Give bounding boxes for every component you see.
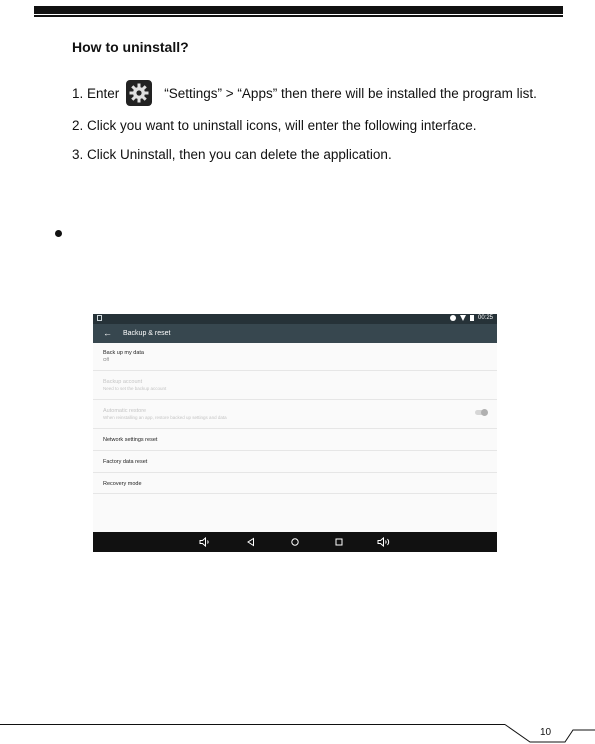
volume-up-icon[interactable]	[377, 537, 391, 547]
dnd-icon	[450, 315, 456, 321]
step-1-text: “Settings” > “Apps” then there will be installed the program list.	[164, 85, 537, 101]
settings-list	[93, 343, 497, 494]
tablet-screenshot	[93, 314, 497, 552]
page-number: 10	[540, 727, 552, 738]
step-1	[72, 80, 537, 106]
list-item-backup-account	[93, 371, 497, 400]
header-bar	[34, 6, 563, 14]
status-time: 00:25	[477, 315, 493, 321]
list-item-title: Backup account	[103, 379, 143, 385]
list-item-network-settings-reset[interactable]	[93, 429, 497, 451]
list-item-recovery-mode[interactable]	[93, 473, 497, 494]
list-item-title: Network settings reset	[103, 437, 158, 443]
list-item-title: Back up my data	[103, 350, 144, 356]
notification-icon	[97, 315, 102, 321]
status-icons	[450, 315, 493, 321]
battery-icon	[470, 315, 474, 321]
home-circle-icon[interactable]	[290, 537, 300, 547]
recents-square-icon[interactable]	[334, 537, 344, 547]
back-triangle-icon[interactable]	[246, 537, 256, 547]
section-heading: How to uninstall?	[72, 39, 189, 55]
list-item-subtitle: When reinstalling an app, restore backed up settings and data	[103, 415, 227, 420]
bullet-point	[55, 230, 62, 237]
step-2: 2. Click you want to uninstall icons, will enter the following interface.	[72, 118, 477, 133]
wifi-icon	[460, 315, 466, 321]
app-bar-title: Backup & reset	[123, 330, 171, 337]
back-arrow-icon[interactable]: ←	[103, 328, 112, 338]
list-item-automatic-restore	[93, 400, 497, 429]
volume-down-icon[interactable]	[199, 537, 211, 547]
list-item-title: Factory data reset	[103, 459, 148, 465]
list-item-title: Recovery mode	[103, 481, 142, 487]
navigation-bar	[93, 532, 497, 552]
footer-rule	[0, 724, 505, 725]
step-1-prefix: 1. Enter	[72, 85, 120, 101]
status-bar	[93, 314, 497, 324]
list-item-back-up-my-data[interactable]	[93, 343, 497, 371]
automatic-restore-toggle[interactable]	[475, 410, 487, 415]
app-bar	[93, 324, 497, 343]
list-item-subtitle: Need to set the backup account	[103, 386, 167, 391]
header-rule	[34, 15, 563, 17]
list-item-factory-data-reset[interactable]	[93, 451, 497, 473]
list-item-title: Automatic restore	[103, 408, 147, 414]
step-3: 3. Click Uninstall, then you can delete the application.	[72, 147, 392, 162]
list-item-subtitle: Off	[103, 357, 109, 362]
settings-gear-icon	[126, 80, 152, 106]
